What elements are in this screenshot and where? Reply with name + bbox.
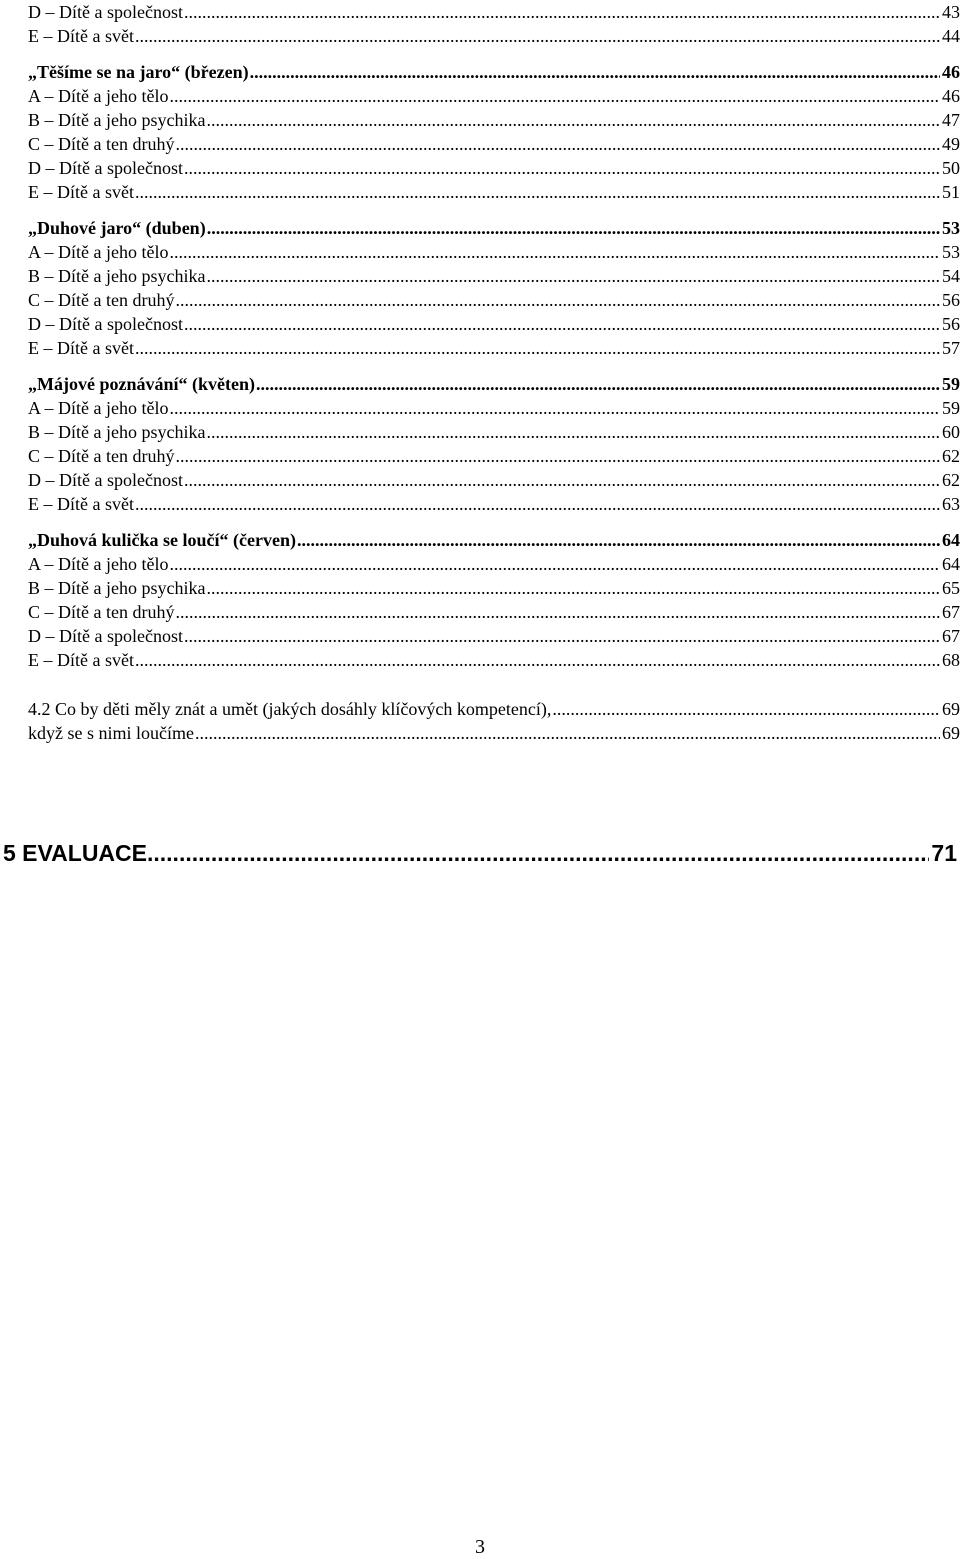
toc-entry-page: 65 bbox=[942, 578, 960, 598]
toc-section-entry bbox=[28, 721, 960, 745]
toc-entry bbox=[28, 576, 960, 600]
toc-chapter-label: 5 EVALUACE bbox=[3, 840, 147, 866]
toc-leader-dots bbox=[174, 600, 940, 624]
toc-entry-page: 67 bbox=[942, 602, 960, 622]
toc-section-label: 4.2 Co by děti měly znát a umět (jakých dosáhly klíčových kompetencí), bbox=[28, 699, 552, 719]
toc-leader-dots bbox=[134, 648, 940, 672]
toc-leader-dots bbox=[206, 216, 940, 240]
toc-leader-dots bbox=[147, 838, 929, 868]
toc-entry-page: 47 bbox=[942, 110, 960, 130]
toc-entry-page: 50 bbox=[942, 158, 960, 178]
toc-leader-dots bbox=[168, 552, 940, 576]
table-of-contents bbox=[28, 0, 960, 745]
toc-entry-page: 59 bbox=[942, 398, 960, 418]
toc-entry bbox=[28, 240, 960, 264]
toc-leader-dots bbox=[183, 624, 940, 648]
toc-entry-page: 46 bbox=[942, 86, 960, 106]
toc-entry bbox=[28, 288, 960, 312]
toc-entry-label: A – Dítě a jeho tělo bbox=[28, 86, 169, 106]
toc-entry bbox=[28, 24, 960, 48]
toc-entry bbox=[28, 336, 960, 360]
toc-entry bbox=[28, 132, 960, 156]
toc-entry-label: D – Dítě a společnost bbox=[28, 2, 183, 22]
toc-entry bbox=[28, 468, 960, 492]
toc-heading-label: „Májové poznávání“ (květen) bbox=[28, 374, 255, 394]
toc-heading bbox=[28, 528, 960, 552]
toc-entry bbox=[28, 156, 960, 180]
toc-entry-page: 67 bbox=[942, 626, 960, 646]
toc-entry bbox=[28, 600, 960, 624]
toc-leader-dots bbox=[168, 396, 940, 420]
toc-leader-dots bbox=[194, 721, 940, 745]
toc-entry bbox=[28, 492, 960, 516]
toc-entry bbox=[28, 420, 960, 444]
toc-entry-page: 53 bbox=[942, 242, 960, 262]
toc-entry-label: B – Dítě a jeho psychika bbox=[28, 578, 206, 598]
toc-entry bbox=[28, 312, 960, 336]
toc-leader-dots bbox=[134, 180, 940, 204]
toc-entry-page: 68 bbox=[942, 650, 960, 670]
toc-heading-page: 46 bbox=[942, 62, 960, 82]
toc-leader-dots bbox=[249, 60, 940, 84]
toc-leader-dots bbox=[168, 240, 940, 264]
toc-leader-dots bbox=[134, 336, 940, 360]
toc-heading-label: „Duhové jaro“ (duben) bbox=[28, 218, 206, 238]
toc-entry-page: 43 bbox=[942, 2, 960, 22]
toc-entry-page: 62 bbox=[942, 470, 960, 490]
toc-leader-dots bbox=[168, 84, 940, 108]
toc-entry-page: 44 bbox=[942, 26, 960, 46]
toc-entry-label: D – Dítě a společnost bbox=[28, 158, 183, 178]
toc-leader-dots bbox=[134, 492, 940, 516]
toc-leader-dots bbox=[255, 372, 940, 396]
toc-section-label: když se s nimi loučíme bbox=[28, 723, 194, 743]
toc-entry-label: D – Dítě a společnost bbox=[28, 314, 183, 334]
toc-entry-label: E – Dítě a svět bbox=[28, 494, 134, 514]
toc-leader-dots bbox=[183, 156, 940, 180]
toc-entry-label: D – Dítě a společnost bbox=[28, 626, 183, 646]
toc-entry bbox=[28, 396, 960, 420]
toc-entry-page: 63 bbox=[942, 494, 960, 514]
toc-chapter-entry bbox=[3, 838, 957, 868]
toc-entry-page: 56 bbox=[942, 314, 960, 334]
toc-entry-label: E – Dítě a svět bbox=[28, 338, 134, 358]
toc-entry bbox=[28, 552, 960, 576]
toc-entry-label: E – Dítě a svět bbox=[28, 182, 134, 202]
toc-leader-dots bbox=[183, 312, 940, 336]
toc-heading bbox=[28, 60, 960, 84]
toc-entry-label: B – Dítě a jeho psychika bbox=[28, 422, 206, 442]
toc-entry bbox=[28, 108, 960, 132]
toc-entry-label: D – Dítě a společnost bbox=[28, 470, 183, 490]
toc-entry-label: C – Dítě a ten druhý bbox=[28, 602, 175, 622]
toc-leader-dots bbox=[174, 132, 940, 156]
toc-entry-label: B – Dítě a jeho psychika bbox=[28, 110, 206, 130]
toc-section-entry bbox=[28, 697, 960, 721]
toc-section-page: 69 bbox=[942, 699, 960, 719]
toc-entry-label: A – Dítě a jeho tělo bbox=[28, 242, 169, 262]
toc-entry-page: 51 bbox=[942, 182, 960, 202]
toc-entry bbox=[28, 648, 960, 672]
toc-entry-label: C – Dítě a ten druhý bbox=[28, 134, 175, 154]
toc-entry-page: 56 bbox=[942, 290, 960, 310]
toc-heading bbox=[28, 216, 960, 240]
toc-entry-label: C – Dítě a ten druhý bbox=[28, 290, 175, 310]
toc-entry bbox=[28, 264, 960, 288]
toc-entry-label: E – Dítě a svět bbox=[28, 26, 134, 46]
toc-entry bbox=[28, 84, 960, 108]
toc-entry-label: A – Dítě a jeho tělo bbox=[28, 554, 169, 574]
toc-leader-dots bbox=[174, 444, 940, 468]
toc-entry-page: 60 bbox=[942, 422, 960, 442]
toc-leader-dots bbox=[174, 288, 940, 312]
toc-entry-page: 64 bbox=[942, 554, 960, 574]
toc-heading bbox=[28, 372, 960, 396]
toc-entry-page: 54 bbox=[942, 266, 960, 286]
toc-leader-dots bbox=[134, 24, 940, 48]
toc-entry-label: A – Dítě a jeho tělo bbox=[28, 398, 169, 418]
toc-leader-dots bbox=[296, 528, 940, 552]
toc-entry bbox=[28, 0, 960, 24]
toc-entry-page: 49 bbox=[942, 134, 960, 154]
toc-heading-label: „Těšíme se na jaro“ (březen) bbox=[28, 62, 249, 82]
toc-entry bbox=[28, 444, 960, 468]
toc-entry-page: 57 bbox=[942, 338, 960, 358]
toc-heading-label: „Duhová kulička se loučí“ (červen) bbox=[28, 530, 296, 550]
toc-leader-dots bbox=[205, 108, 940, 132]
toc-heading-page: 59 bbox=[942, 374, 960, 394]
toc-leader-dots bbox=[205, 264, 940, 288]
toc-leader-dots bbox=[205, 576, 940, 600]
toc-leader-dots bbox=[205, 420, 940, 444]
toc-entry bbox=[28, 180, 960, 204]
toc-heading-page: 53 bbox=[942, 218, 960, 238]
toc-leader-dots bbox=[183, 468, 940, 492]
toc-entry-label: C – Dítě a ten druhý bbox=[28, 446, 175, 466]
toc-chapter-page: 71 bbox=[931, 840, 957, 866]
toc-heading-page: 64 bbox=[942, 530, 960, 550]
toc-entry bbox=[28, 624, 960, 648]
toc-entry-label: E – Dítě a svět bbox=[28, 650, 134, 670]
toc-entry-page: 62 bbox=[942, 446, 960, 466]
toc-leader-dots bbox=[551, 697, 940, 721]
toc-entry-label: B – Dítě a jeho psychika bbox=[28, 266, 206, 286]
toc-section-page: 69 bbox=[942, 723, 960, 743]
toc-leader-dots bbox=[183, 0, 940, 24]
page-number: 3 bbox=[475, 1536, 485, 1558]
